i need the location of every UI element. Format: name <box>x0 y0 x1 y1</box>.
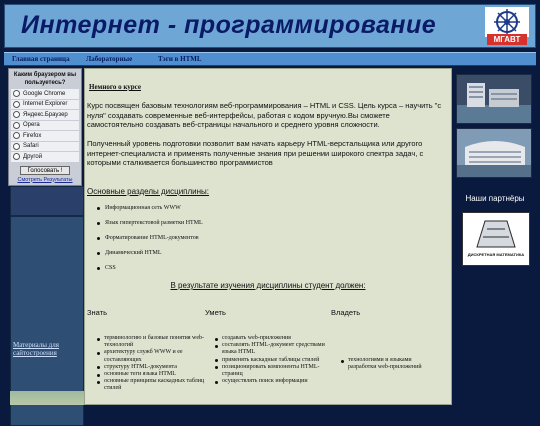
left-sidebar <box>4 66 82 405</box>
list-item: Информационная сеть WWW <box>97 201 203 216</box>
main-content <box>84 68 452 405</box>
can-list <box>215 335 327 385</box>
results-link[interactable]: Смотреть Результаты <box>17 176 73 183</box>
radio-icon[interactable] <box>13 122 20 129</box>
site-title: Интернет - программирование <box>21 11 437 39</box>
poll-option[interactable]: Firefox <box>11 131 79 142</box>
campus-photo-1 <box>456 74 532 124</box>
know-heading: Знать <box>87 308 108 317</box>
poll-option[interactable]: Safari <box>11 142 79 153</box>
list-item: структуру HTML-документа <box>97 364 209 371</box>
results-heading: В результате изучения дисциплины студент должен: <box>170 281 366 290</box>
list-item: терминологию и базовые понятия web-технологий <box>97 335 209 349</box>
radio-icon[interactable] <box>13 111 20 118</box>
campus-photo-2 <box>456 128 532 178</box>
partner-banner[interactable] <box>462 212 530 266</box>
poll-option[interactable]: Другой <box>11 152 79 163</box>
course-outcome: Полученный уровень подготовки позволит вам начать карьеру HTML-верстальщика или другого интернет-специалиста и применять полученные знания при решении широкого спектра задач, с которыми сталкивается большинство программистов <box>87 139 424 167</box>
master-heading: Владеть <box>331 308 361 317</box>
partner-name: ДИСКРЕТНАЯ МАТЕМАТИКА <box>467 252 525 257</box>
course-heading: Немного о курсе <box>89 83 141 91</box>
materials-link[interactable]: Материалы для сайтостроения <box>13 341 59 357</box>
site-header <box>4 4 536 48</box>
radio-icon[interactable] <box>13 90 20 97</box>
top-nav <box>4 52 536 66</box>
poll-option[interactable]: Internet Explorer <box>11 100 79 111</box>
sidebar-divider <box>10 186 84 216</box>
list-item: Язык гипертекстовой разметки HTML <box>97 216 203 231</box>
right-sidebar <box>454 68 536 405</box>
list-item: CSS <box>97 261 203 276</box>
list-item: архитектуру служб WWW и ее составляющих <box>97 349 209 363</box>
building-photo-icon <box>457 75 532 124</box>
poll-title: Каким браузером вы пользуетесь? <box>13 72 77 86</box>
sidebar-image <box>10 391 84 405</box>
list-item: основные принципы каскадных таблиц стилей <box>97 378 209 392</box>
ship-wheel-icon <box>485 7 529 37</box>
browser-poll <box>8 68 82 186</box>
vote-button[interactable]: Голосовать ! <box>20 166 70 175</box>
radio-icon[interactable] <box>13 153 20 160</box>
poll-option[interactable]: Opera <box>11 121 79 132</box>
nav-home[interactable]: Главная страница <box>12 55 70 63</box>
partners-heading: Наши партнёры <box>465 194 525 203</box>
building-photo-icon <box>457 129 532 178</box>
poll-option[interactable]: Google Chrome <box>11 89 79 100</box>
nav-html-tags[interactable]: Тэги в HTML <box>158 55 202 63</box>
list-item: осуществлять поиск информации <box>215 378 327 385</box>
course-intro: Курс посвящен базовым технологиям веб-программирования – HTML и CSS. Цель курса – научить "с нуля" создавать современные веб-интерфейсы, работая с кодом вручную.Вы сможете самостоятельно создавать веб-страницы начального и среднего уровня сложности. <box>87 101 442 129</box>
logo-label: МГАВТ <box>487 34 527 45</box>
disciplines-heading: Основные разделы дисциплины: <box>87 187 210 196</box>
can-heading: Уметь <box>205 308 226 317</box>
know-list <box>97 335 209 393</box>
radio-icon[interactable] <box>13 132 20 139</box>
list-item: позиционировать компоненты HTML-страниц <box>215 364 327 378</box>
list-item: применять каскадные таблицы стилей <box>215 357 327 364</box>
nav-labs[interactable]: Лабораторные <box>86 55 133 63</box>
list-item: Динамический HTML <box>97 246 203 261</box>
list-item: основные теги языка HTML <box>97 371 209 378</box>
list-item: Форматирование HTML-документов <box>97 231 203 246</box>
university-logo[interactable] <box>485 7 529 47</box>
partner-logo-icon <box>463 217 529 251</box>
list-item: технологиями и языками разработки web-приложений <box>341 357 441 371</box>
radio-icon[interactable] <box>13 143 20 150</box>
poll-option[interactable]: Яндекс.Браузер <box>11 110 79 121</box>
list-item: создавать web-приложения <box>215 335 327 342</box>
disciplines-list <box>97 201 203 276</box>
master-list <box>341 357 441 371</box>
list-item: составлять HTML-документ средствами языка HTML <box>215 342 327 356</box>
radio-icon[interactable] <box>13 101 20 108</box>
